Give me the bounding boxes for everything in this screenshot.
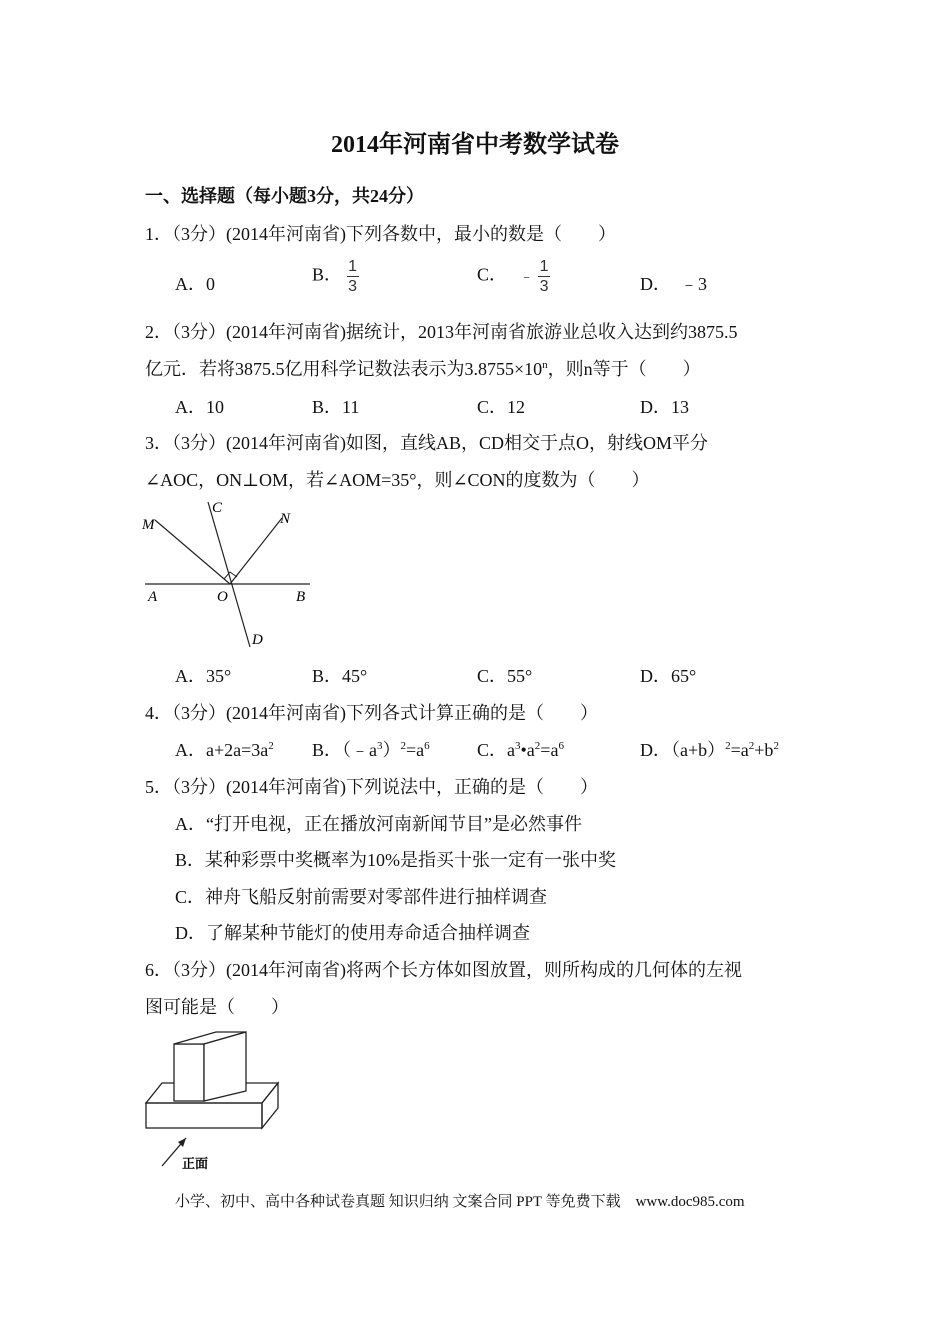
question-1-option-b [312, 258, 359, 295]
question-4-option-d [640, 736, 779, 762]
fraction-bar [538, 276, 550, 277]
label-b: B [296, 589, 306, 605]
question-4-option-c [477, 736, 564, 762]
slab-side-face [262, 1083, 278, 1128]
expr: A．a+2a=3a [175, 740, 269, 760]
question-4-option-a [175, 736, 274, 762]
question-3-line-1: 3．（3分）(2014年河南省)如图，直线AB，CD相交于点O，射线OM平分 [145, 433, 708, 453]
exponent: 6 [424, 740, 430, 752]
question-2-option-c: C．12 [477, 397, 526, 417]
question-1-stem: 1．（3分）(2014年河南省)下列各数中，最小的数是（ ） [145, 224, 616, 244]
expr: =a [540, 740, 559, 760]
expr: C．a [477, 740, 515, 760]
question-6-line-1: 6．（3分）(2014年河南省)将两个长方体如图放置，则所构成的几何体的左视 [145, 960, 742, 980]
expr: +b [754, 740, 774, 760]
question-5-option-a: A．“打开电视，正在播放河南新闻节目”是必然事件 [175, 814, 582, 834]
ray-on [230, 518, 282, 584]
question-2-option-a: A．10 [175, 397, 224, 417]
fraction-numerator: 1 [348, 258, 357, 275]
line-cd [208, 502, 250, 647]
exponent: 2 [400, 740, 406, 752]
fraction-numerator: 1 [539, 258, 549, 275]
exponent: 2 [725, 740, 731, 752]
question-3-option-c: C．55° [477, 666, 533, 686]
fraction-denominator: 3 [348, 278, 357, 295]
expr: B．（﹣a [312, 740, 377, 760]
expr: =a [730, 740, 749, 760]
ray-om [155, 520, 230, 584]
exponent: 2 [534, 740, 541, 752]
label-o: O [217, 589, 228, 605]
question-4-stem: 4．（3分）(2014年河南省)下列各式计算正确的是（ ） [145, 703, 598, 723]
label-n: N [280, 511, 291, 527]
question-2-option-d: D．13 [640, 397, 689, 417]
question-3-option-b: B．45° [312, 666, 368, 686]
exponent: 2 [748, 740, 755, 752]
question-5-option-d: D．了解某种节能灯的使用寿命适合抽样调查 [175, 923, 530, 943]
question-2-option-b: B．11 [312, 397, 360, 417]
exponent: 3 [515, 740, 521, 752]
question-5-option-c: C．神舟飞船反射前需要对零部件进行抽样调查 [175, 887, 548, 907]
option-c-label: C． [477, 264, 508, 285]
q2-text: 亿元．若将3875.5亿用科学记数法表示为3.8755×10 [145, 359, 543, 379]
exponent: n [542, 359, 548, 371]
q2-text-end: ，则n等于（ ） [547, 359, 701, 379]
question-3-option-a: A．35° [175, 666, 232, 686]
question-6-line-2: 图可能是（ ） [145, 997, 289, 1017]
question-5-stem: 5．（3分）(2014年河南省)下列说法中，正确的是（ ） [145, 777, 598, 797]
exponent: 2 [773, 740, 779, 752]
question-5-option-b: B．某种彩票中奖概率为10%是指买十张一定有一张中奖 [175, 850, 616, 870]
page-title: 2014年河南省中考数学试卷 [331, 132, 619, 158]
question-4-option-b [312, 736, 430, 762]
cuboid-figure [140, 1028, 285, 1173]
fraction-bar [347, 276, 359, 277]
label-m: M [142, 517, 155, 533]
minus-sign: ﹣ [519, 269, 534, 285]
page-footer: 小学、初中、高中各种试卷真题 知识归纳 文案合同 PPT 等免费下载 www.doc985.com [175, 1194, 745, 1210]
question-3-option-d: D．65° [640, 666, 697, 686]
expr: ） [382, 740, 401, 760]
question-1-option-a: A．0 [175, 274, 215, 294]
expr: •a [520, 740, 535, 760]
fraction [347, 258, 359, 295]
label-c: C [212, 500, 223, 516]
label-a: A [148, 589, 158, 605]
expr: =a [406, 740, 425, 760]
cube-front-face [174, 1044, 204, 1101]
exponent: 6 [558, 740, 564, 752]
expr: D．（a+b） [640, 740, 726, 760]
fraction-denominator: 3 [539, 278, 549, 295]
question-1-option-c [477, 258, 550, 295]
question-2-line-2 [145, 355, 701, 381]
slab-front-face [146, 1103, 262, 1128]
angle-figure [140, 495, 320, 655]
label-d: D [252, 632, 263, 648]
option-b-label: B． [312, 264, 343, 285]
fraction [538, 258, 550, 295]
exponent: 2 [268, 740, 274, 752]
cube-side-face [204, 1032, 246, 1101]
exponent: 3 [377, 740, 383, 752]
section-heading: 一、选择题（每小题3分，共24分） [145, 186, 424, 206]
front-label: 正面 [182, 1157, 209, 1172]
question-2-line-1: 2．（3分）(2014年河南省)据统计，2013年河南省旅游业总收入达到约3875.5 [145, 322, 738, 342]
question-3-line-2: ∠AOC，ON⊥OM，若∠AOM=35°，则∠CON的度数为（ ） [145, 470, 650, 490]
question-1-option-d: D． ﹣3 [640, 274, 707, 294]
